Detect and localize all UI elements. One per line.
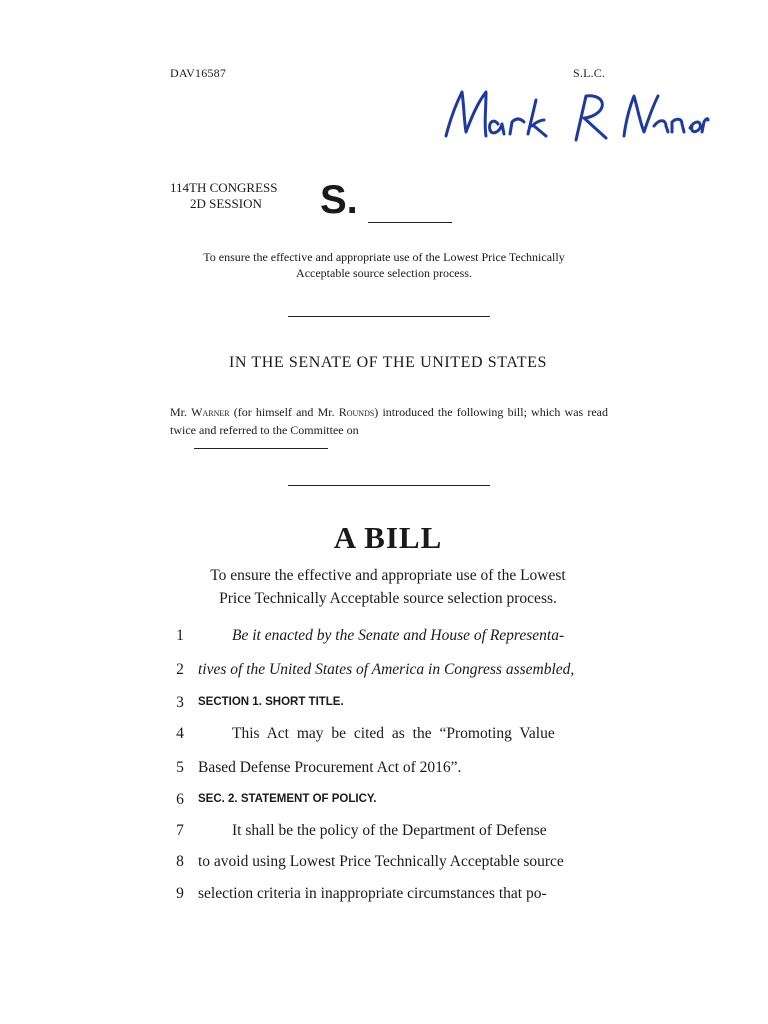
- bill-line: [170, 725, 608, 753]
- senate-heading: IN THE SENATE OF THE UNITED STATES: [228, 354, 548, 371]
- bill-line: [170, 822, 608, 850]
- purpose-statement: [140, 564, 636, 610]
- purpose-summary-line: Acceptable source selection process.: [296, 266, 472, 280]
- line-number: 6: [176, 791, 184, 808]
- session-label: 2D SESSION: [190, 196, 262, 211]
- line-number: 9: [176, 885, 184, 902]
- section-heading: SECTION 1. SHORT TITLE.: [198, 696, 344, 708]
- intro-text: (for himself and Mr.: [229, 405, 339, 419]
- section-heading: SEC. 2. STATEMENT OF POLICY.: [198, 793, 377, 805]
- bill-line: [170, 853, 608, 881]
- bill-line: [170, 661, 608, 689]
- handwritten-signature: [440, 80, 710, 150]
- congress-number: 114TH CONGRESS: [170, 180, 278, 195]
- slc-label: S.L.C.: [573, 66, 606, 80]
- line-number: 1: [176, 627, 184, 644]
- bill-line: [170, 885, 608, 913]
- purpose-summary-line: To ensure the effective and appropriate use of the Lowest Price Technically: [203, 250, 565, 264]
- bill-number-blank: [368, 222, 452, 223]
- line-text: selection criteria in inappropriate circumstances that po-: [198, 885, 547, 902]
- intro-text: Mr.: [170, 405, 192, 419]
- line-number: 4: [176, 725, 184, 742]
- purpose-line: To ensure the effective and appropriate use of the Lowest: [210, 567, 566, 584]
- line-number: 5: [176, 759, 184, 776]
- introduction-paragraph: [170, 403, 608, 439]
- bill-line: [170, 791, 608, 819]
- line-text: Be it enacted by the Senate and House of Representa-: [232, 627, 565, 644]
- divider: [288, 316, 490, 317]
- bill-line: [170, 694, 608, 722]
- line-text: tives of the United States of America in Congress assembled,: [198, 661, 575, 678]
- line-number: 3: [176, 694, 184, 711]
- sponsor-name: Warner: [191, 405, 230, 419]
- document-id: DAV16587: [170, 66, 227, 80]
- line-number: 8: [176, 853, 184, 870]
- committee-blank: [194, 448, 328, 449]
- line-text: It shall be the policy of the Department of Defense: [232, 822, 547, 839]
- bill-line: [170, 627, 608, 655]
- purpose-summary: [140, 249, 628, 281]
- line-number: 7: [176, 822, 184, 839]
- purpose-line: Price Technically Acceptable source selection process.: [219, 590, 557, 607]
- bill-title: A BILL: [333, 520, 443, 555]
- bill-prefix: S.: [320, 178, 358, 222]
- line-text: This Act may be cited as the “Promoting Value: [232, 725, 555, 742]
- bill-line: [170, 759, 608, 787]
- cosponsor-name: Rounds: [338, 405, 375, 419]
- intro-text: ) introduced the following bill; which was read twice and referred to the Committee on: [170, 405, 609, 437]
- divider: [288, 485, 490, 486]
- line-text: to avoid using Lowest Price Technically Acceptable source: [198, 853, 564, 870]
- line-number: 2: [176, 661, 184, 678]
- line-text: Based Defense Procurement Act of 2016”.: [198, 759, 462, 776]
